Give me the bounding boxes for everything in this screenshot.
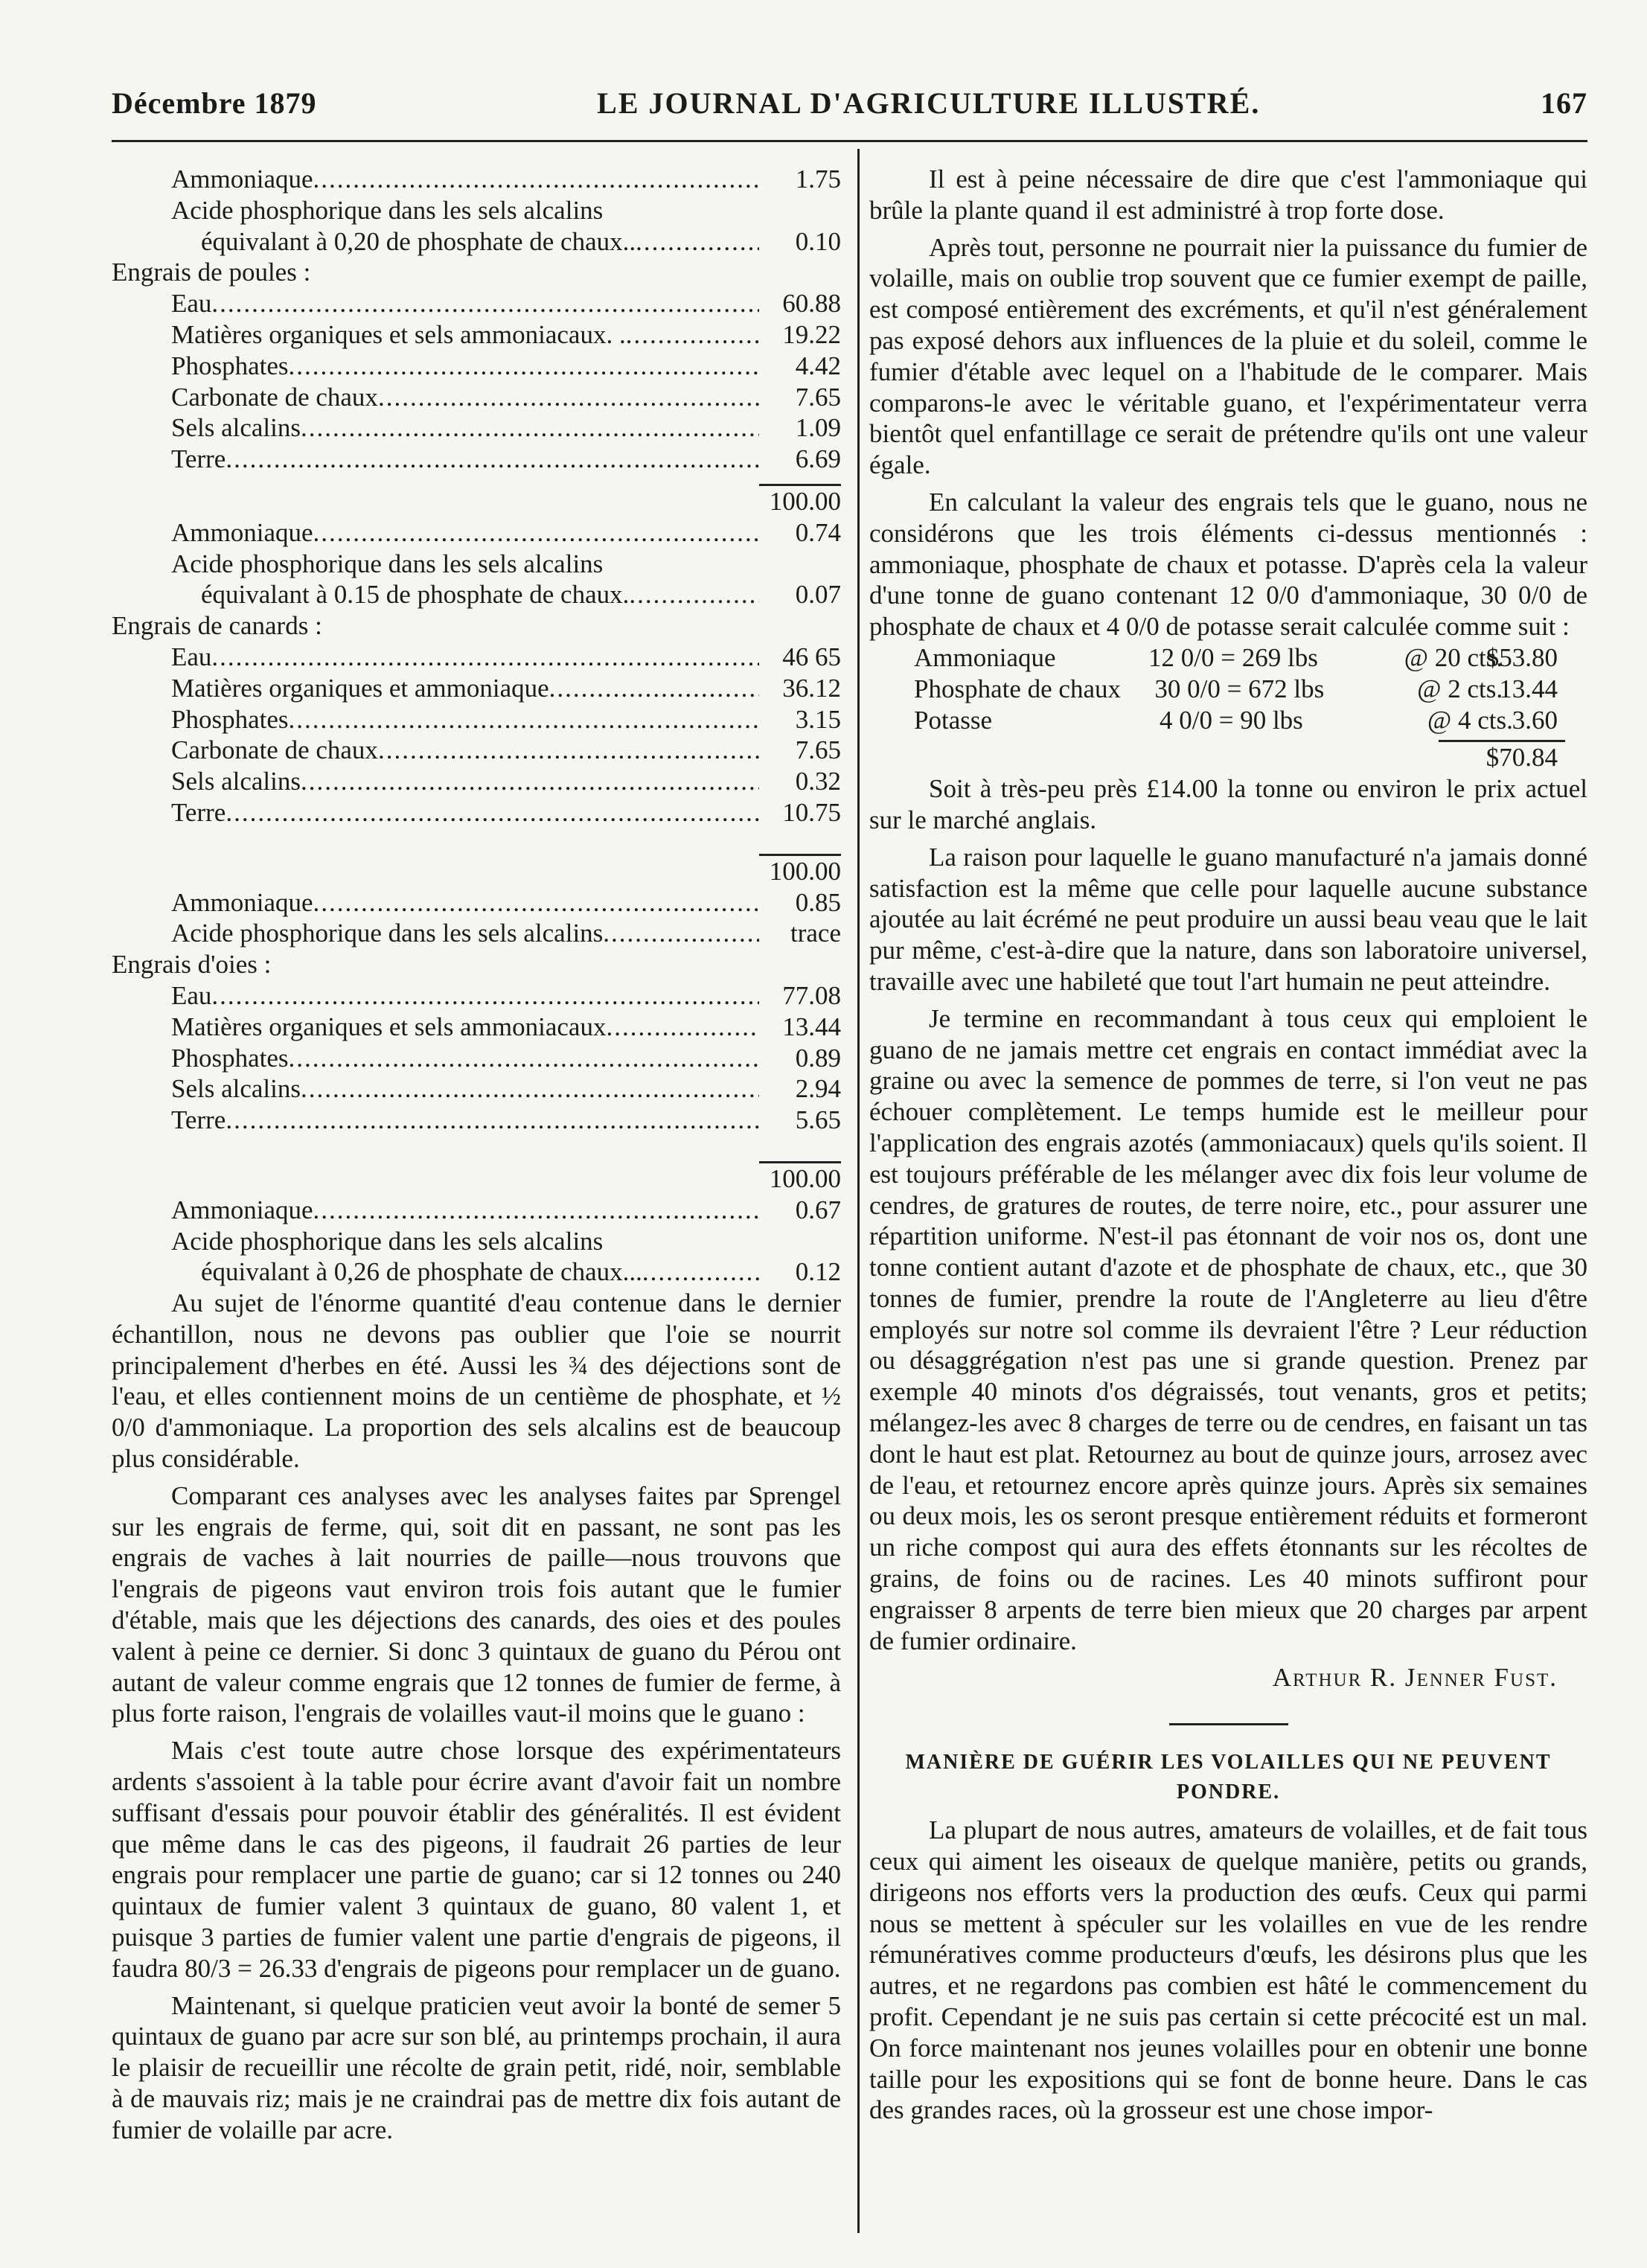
row-value: 10.75 (782, 797, 841, 827)
table-row (112, 1195, 841, 1226)
dot-leader (549, 673, 759, 704)
table-row (112, 980, 841, 1012)
row-label: Carbonate de chaux (171, 735, 378, 765)
dot-leader (378, 735, 759, 766)
dot-leader (313, 517, 759, 549)
paragraph: Après tout, personne ne pourrait nier la puissance du fumier de volaille, mais on oublie trop souvent que ce fumier exempt de paille, est composé entièrement des excréments, et qu'il n'est généralement pas exposé dehors aux influences de la pluie et du soleil, comme le fumier d'étable avec lequel on a l'habitude de le comparer. Mais comparons-le avec le véritable guano, et l'expérimentateur verra bientôt quel enfantillage ce serait de prétendre qu'ils ont une valeur égale. (869, 232, 1587, 480)
canards-after-table (112, 887, 841, 950)
issue-date: Décembre 1879 (112, 86, 317, 120)
paragraph: En calculant la valeur des engrais tels que le guano, nous ne considérons que les trois éléments ci-dessus mentionnés : ammoniaque, phosphate de chaux et potasse. D'après cela la valeur d'une tonne de guano contenant 12 0/0 d'ammoniaque, 30 0/0 de phosphate de chaux et 4 0/0 de potasse serait calculée comme suit : (869, 487, 1587, 642)
row-value: 77.08 (782, 980, 841, 1010)
column-divider (857, 149, 860, 2233)
dot-leader (226, 797, 759, 828)
row-value: 0.10 (795, 226, 841, 256)
author-signature: Arthur R. Jenner Fust. (1272, 1663, 1558, 1693)
row-label: équivalant à 0,20 de phosphate de chaux.. (201, 226, 636, 256)
row-label: Terre (171, 1105, 226, 1135)
table-row (869, 705, 1587, 736)
table-row (112, 195, 841, 226)
page-number: 167 (1540, 86, 1587, 120)
percentage: 4 0/0 = 90 lbs (1160, 705, 1303, 735)
row-label: Ammoniaque (171, 887, 313, 917)
table-row (112, 918, 841, 949)
row-value: 2.94 (795, 1074, 841, 1104)
dot-leader (301, 1073, 759, 1105)
poules-table (112, 288, 841, 475)
table-row (112, 1226, 841, 1257)
paragraph: La raison pour laquelle le guano manufacturé n'a jamais donné satisfaction est la même que celle pour laquelle aucune substance ajoutée au lait écrémé ne peut produire un aussi beau veau que le lait pur même, c'est-à-dire que la nature, dans son laboratoire universel, travaille avec une habileté que tout l'art humain ne peut atteindre. (869, 842, 1587, 996)
dot-leader (603, 918, 759, 949)
table-row (112, 735, 841, 766)
item-label: Ammoniaque (914, 642, 1056, 672)
amount: 3.60 (1512, 705, 1558, 735)
row-label: Eau (171, 980, 212, 1010)
dot-leader (301, 766, 759, 797)
row-label: Phosphates (171, 351, 289, 380)
row-value: 46 65 (782, 642, 841, 671)
dot-leader (606, 1012, 759, 1043)
row-value: 36.12 (782, 673, 841, 703)
poules-after-table (112, 517, 841, 610)
row-label: Sels alcalins (171, 1074, 301, 1104)
paragraph: Il est à peine nécessaire de dire que c'est l'ammoniaque qui brûle la plante quand il est administré à trop forte dose. (869, 164, 1587, 225)
canards-heading: Engrais de canards : (112, 611, 322, 641)
header-rule (112, 140, 1587, 142)
row-label: Phosphates (171, 704, 289, 734)
row-value: trace (790, 919, 841, 948)
dot-leader (211, 980, 759, 1012)
poules-heading: Engrais de poules : (112, 258, 311, 287)
row-value: 6.69 (795, 444, 841, 474)
paragraph: Comparant ces analyses avec les analyses faites par Sprengel sur les engrais de ferme, qui, soit dit en passant, ne sont pas les engrais de vaches à lait nourries de paille—nous trouvons que l'engrais de pigeons vaut environ trois fois autant que le fumier d'étable, mais que les déjections des canards, des oies et des poules valent à peine ce dernier. Si donc 3 quintaux de guano du Pérou ont autant de valeur comme engrais que 12 tonnes de fumier de ferme, à plus forte raison, l'engrais de volailles vaut-il moins que le guano : (112, 1480, 841, 1728)
paragraph: La plupart de nous autres, amateurs de volailles, et de fait tous ceux qui aiment les oiseaux de quelque manière, petits ou grands, dirigeons nos efforts vers la production des œufs. Ceux qui parmi nous se mettent à spéculer sur les volailles en vue de les rendre rémunératives comme producteurs d'œufs, les désirons plus que les autres, et ne regardons pas combien est hâté le commencement du profit. Cependant je ne suis pas certain si cette précocité est un mal. On force maintenant nos jeunes volailles pour en obtenir une bonne taille pour les expositions qui se font de bonne heure. Dans le cas des grandes races, où la grosseur est une chose impor- (869, 1815, 1587, 2125)
table-row (112, 517, 841, 549)
table-row (869, 642, 1587, 674)
row-label: Ammoniaque (171, 164, 313, 194)
dot-leader (378, 382, 759, 413)
canards-table (112, 642, 841, 828)
row-label: Ammoniaque (171, 1195, 313, 1224)
analysis-block (112, 164, 841, 257)
row-label: Matières organiques et sels ammoniacaux. . (171, 319, 626, 349)
dot-leader (636, 226, 759, 258)
rate: @ 20 cts. (1404, 642, 1503, 672)
dot-leader (626, 319, 759, 351)
row-label: Terre (171, 797, 226, 827)
section-title: MANIÈRE DE GUÉRIR LES VOLAILLES QUI NE PEUVENT PONDRE. (905, 1751, 1552, 1804)
dot-leader (211, 288, 759, 319)
table-row (112, 319, 841, 351)
dot-leader (313, 1195, 759, 1226)
oies-heading: Engrais d'oies : (112, 950, 272, 980)
section-rule (1169, 1723, 1288, 1725)
dot-leader (211, 642, 759, 673)
table-row (112, 412, 841, 444)
row-value: 60.88 (782, 289, 841, 319)
row-value: 4.42 (795, 351, 841, 380)
guano-value-table (869, 642, 1587, 735)
row-value: 13.44 (782, 1012, 841, 1041)
row-value: 5.65 (795, 1105, 841, 1135)
paragraph: Maintenant, si quelque praticien veut avoir la bonté de semer 5 quintaux de guano par acre sur son blé, au printemps prochain, il aura le plaisir de recueillir une récolte de grain petit, ridé, noir, semblable à de mauvais riz; mais je ne craindrai pas de mettre dix fois autant de fumier de volaille par acre. (112, 1990, 841, 2144)
rate: @ 4 cts. (1427, 705, 1513, 735)
guano-value-total: $70.84 (1486, 743, 1558, 773)
table-row (112, 797, 841, 828)
dot-leader (226, 444, 759, 475)
row-value: 0.07 (795, 580, 841, 610)
oies-after-table (112, 1195, 841, 1288)
row-value: 0.12 (795, 1257, 841, 1287)
paragraph: Soit à très-peu près £14.00 la tonne ou environ le prix actuel sur le marché anglais. (869, 774, 1587, 834)
right-column (869, 164, 1587, 2126)
dot-leader (642, 1256, 759, 1288)
row-label: équivalant à 0.15 de phosphate de chaux. (201, 580, 630, 610)
table-row (869, 674, 1587, 705)
row-label: Acide phosphorique dans les sels alcalins (171, 1226, 604, 1256)
table-row (112, 673, 841, 704)
table-row (112, 642, 841, 673)
dot-leader (226, 1105, 759, 1136)
amount: 13.44 (1499, 674, 1558, 703)
dot-leader (289, 1043, 760, 1074)
poules-total: 100.00 (769, 486, 841, 516)
left-column (112, 164, 841, 2146)
table-row (112, 1256, 841, 1288)
table-row (112, 226, 841, 258)
row-label: Acide phosphorique dans les sels alcalins (171, 195, 604, 225)
table-row (112, 351, 841, 382)
row-value: 3.15 (795, 704, 841, 734)
table-row (112, 1043, 841, 1074)
row-label: Matières organiques et ammoniaque (171, 673, 549, 703)
table-row (112, 1012, 841, 1043)
paragraph: Je termine en recommandant à tous ceux qui emploient le guano de ne jamais mettre cet engrais en contact immédiat avec la graine ou avec la semence de pommes de terre, si l'on veut ne pas échouer complètement. Le temps humide est le meilleur pour l'application des engrais azotés (ammoniacaux) quels qu'ils soient. Il est toujours préférable de les mélanger avec dix fois leur volume de cendres, de gratures de routes, de terre noire, etc., pour assurer une répartition uniforme. N'est-il pas étonnant de voir nos os, dont une tonne contient autant d'azote et de phosphate de chaux, etc., que 30 tonnes de fumier, prendre la route de l'Angleterre au lieu d'être employés sur notre sol comme ils devraient l'être ? Leur réduction ou désaggrégation n'est pas une si grande question. Prenez par exemple 40 minots d'os dégraissés, tout venants, gros et petits; mélangez-les avec 8 charges de terre ou de cendres, en faisant un tas dont le haut est plat. Retournez au bout de quinze jours, arrosez avec de l'eau, et retournez encore après quinze jours. Après six semaines ou deux mois, les os seront presque entièrement réduits et formeront un riche compost qui aura des effets étonnants sur les récoltes de grains, de foins ou de racines. Les 40 minots suffiront pour engraisser 8 arpents de terre bien mieux que 20 charges par arpent de fumier ordinaire. (869, 1003, 1587, 1655)
table-row (112, 704, 841, 735)
row-label: Sels alcalins (171, 767, 301, 796)
row-label: équivalant à 0,26 de phosphate de chaux... (201, 1257, 642, 1287)
oies-table (112, 980, 841, 1136)
dot-leader (313, 164, 759, 195)
dot-leader (313, 887, 759, 919)
dot-leader (289, 704, 760, 735)
row-value: 0.74 (795, 517, 841, 547)
row-label: Matières organiques et sels ammoniacaux (171, 1012, 607, 1041)
rate: @ 2 cts. (1417, 674, 1503, 703)
row-label: Phosphates (171, 1043, 289, 1073)
percentage: 30 0/0 = 672 lbs (1154, 674, 1325, 703)
row-value: 1.09 (795, 413, 841, 443)
journal-title: LE JOURNAL D'AGRICULTURE ILLUSTRÉ. (597, 86, 1261, 120)
table-row (112, 288, 841, 319)
row-value: 1.75 (795, 164, 841, 194)
row-label: Eau (171, 642, 212, 671)
amount: $53.80 (1486, 642, 1558, 672)
row-label: Terre (171, 444, 226, 474)
row-value: 0.32 (795, 767, 841, 796)
table-row (112, 887, 841, 919)
row-value: 7.65 (795, 735, 841, 765)
table-row (112, 382, 841, 413)
table-row (112, 1105, 841, 1136)
page-header (112, 80, 1587, 125)
paragraph: Mais c'est toute autre chose lorsque des expérimentateurs ardents s'assoient à la table pour écrire avant d'avoir fait un nombre suffisant d'essais pour pouvoir établir des généralités. Il est évident que même dans le cas des pigeons, il faudrait 26 parties de leur engrais pour remplacer une partie de guano; car si 12 tonnes ou 240 quintaux de fumier valent 3 quintaux de guano, 80 valent 1, et puisque 3 parties de fumier valent une partie d'engrais de pigeons, il faudra 80/3 = 26.33 d'engrais de pigeons pour remplacer un de guano. (112, 1736, 841, 1983)
table-row (112, 766, 841, 797)
item-label: Phosphate de chaux (914, 674, 1121, 703)
table-row (112, 549, 841, 580)
percentage: 12 0/0 = 269 lbs (1148, 642, 1318, 672)
row-label: Acide phosphorique dans les sels alcalins (171, 549, 604, 578)
row-value: 7.65 (795, 382, 841, 412)
row-value: 0.85 (795, 887, 841, 917)
row-value: 19.22 (782, 319, 841, 349)
row-label: Eau (171, 289, 212, 319)
dot-leader (301, 412, 759, 444)
table-row (112, 1073, 841, 1105)
canards-total: 100.00 (769, 856, 841, 886)
row-value: 0.67 (795, 1195, 841, 1224)
row-label: Ammoniaque (171, 517, 313, 547)
table-row (112, 164, 841, 195)
row-label: Acide phosphorique dans les sels alcalins (171, 919, 604, 948)
paragraph: Au sujet de l'énorme quantité d'eau contenue dans le dernier échantillon, nous ne devons pas oublier que l'oie se nourrit principalement d'herbes en été. Aussi les ¾ des déjections sont de l'eau, et elles contiennent moins de un centième de phosphate, et ½ 0/0 d'ammoniaque. La proportion des sels alcalins est de beaucoup plus considérable. (112, 1288, 841, 1474)
row-value: 0.89 (795, 1043, 841, 1073)
table-row (112, 444, 841, 475)
dot-leader (629, 579, 759, 610)
item-label: Potasse (914, 705, 992, 735)
dot-leader (289, 351, 760, 382)
oies-total: 100.00 (769, 1163, 841, 1193)
row-label: Sels alcalins (171, 413, 301, 443)
table-row (112, 579, 841, 610)
row-label: Carbonate de chaux (171, 382, 378, 412)
